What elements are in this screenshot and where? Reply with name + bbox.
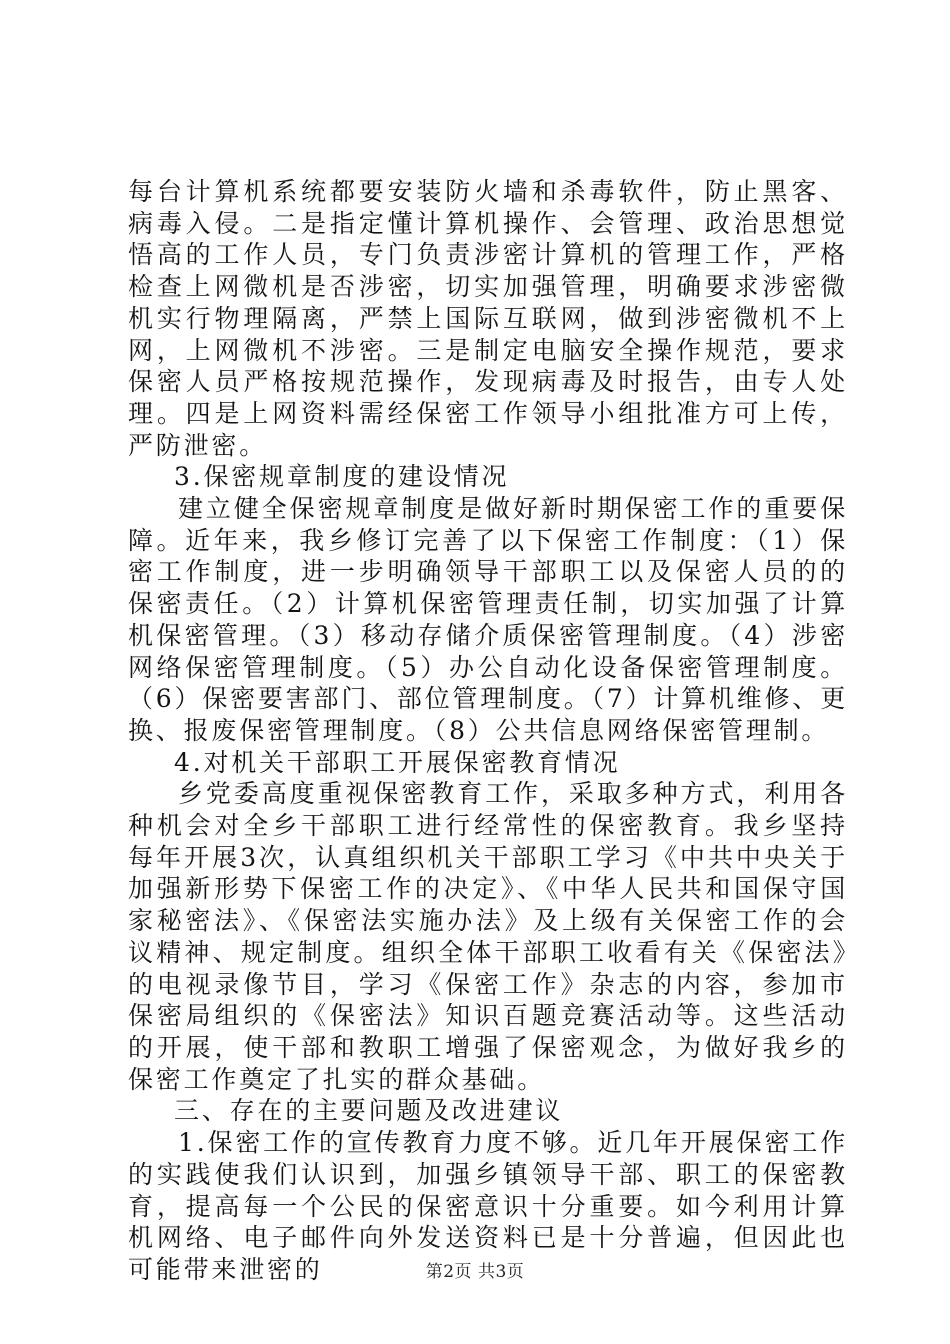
- section-heading: 3.保密规章制度的建设情况: [174, 462, 510, 492]
- paragraph: 1.保密工作的宣传教育力度不够。近几年开展保密工作的实践使我们认识到，加强乡镇领导干部、职工的保密教育，提高每一个公民的保密意识十分重要。如今利用计算机网络、电子邮件向外发送资料已是十分普遍，但因此也可能带来泄密的: [128, 1128, 848, 1284]
- section-heading: 4.对机关干部职工开展保密教育情况: [174, 747, 621, 777]
- document-body: [128, 176, 848, 1286]
- paragraph: 乡党委高度重视保密教育工作，采取多种方式，利用各种机会对全乡干部职工进行经常性的保密教育。我乡坚持每年开展3次，认真组织机关干部职工学习《中共中央关于加强新形势下保密工作的决定》、《中华人民共和国保守国家秘密法》、《保密法实施办法》及上级有关保密工作的会议精神、规定制度。组织全体干部职工收看有关《保密法》的电视录像节目，学习《保密工作》杂志的内容，参加市保密局组织的《保密法》知识百题竞赛活动等。这些活动的开展，使干部和教职工增强了保密观念，为做好我乡的保密工作奠定了扎实的群众基础。: [128, 779, 848, 1094]
- paragraph: 建立健全保密规章制度是做好新时期保密工作的重要保障。近年来，我乡修订完善了以下保密工作制度：（1）保密工作制度，进一步明确领导干部职工以及保密人员的的保密责任。（2）计算机保密管理责任制，切实加强了计算机保密管理。（3）移动存储介质保密管理制度。（4）涉密网络保密管理制度。（5）办公自动化设备保密管理制度。（6）保密要害部门、部位管理制度。（7）计算机维修、更换、报废保密管理制度。（8）公共信息网络保密管理制。: [128, 494, 848, 745]
- paragraph-continued: 每台计算机系统都要安装防火墙和杀毒软件，防止黑客、病毒入侵。二是指定懂计算机操作、会管理、政治思想觉悟高的工作人员，专门负责涉密计算机的管理工作，严格检查上网微机是否涉密，切实加强管理，明确要求涉密微机实行物理隔离，严禁上国际互联网，做到涉密微机不上网，上网微机不涉密。三是制定电脑安全操作规范，要求保密人员严格按规范操作，发现病毒及时报告，由专人处理。四是上网资料需经保密工作领导小组批准方可上传，严防泄密。: [128, 177, 848, 460]
- section-heading: 三、存在的主要问题及改进建议: [174, 1096, 564, 1126]
- page-number-footer: 第2页 共3页: [425, 1262, 525, 1282]
